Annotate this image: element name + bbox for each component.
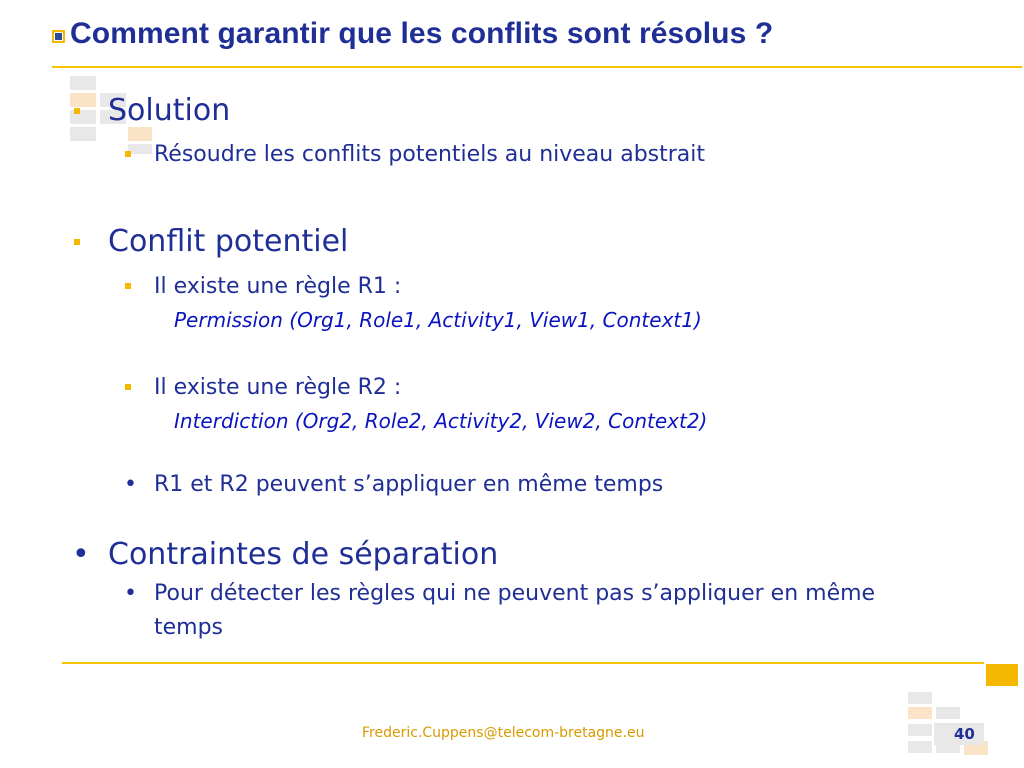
square-bullet-icon [74,239,80,245]
decor-square [70,93,96,107]
footer-email: Frederic.Cuppens@telecom-bretagne.eu [362,725,645,741]
bullet-contraintes-detail-line2: temps [154,615,224,640]
decor-square [908,741,932,753]
dot-bullet-icon: • [124,581,137,606]
dot-bullet-icon: • [124,472,137,497]
bullet-contraintes: Contraintes de séparation [108,537,499,572]
decor-square [908,724,932,736]
bullet-solution: Solution [108,93,231,128]
bullet-rule1: Il existe une règle R1 : [154,274,402,299]
square-bullet-icon [125,283,131,289]
decor-square [70,127,96,141]
title-divider [52,66,1022,68]
footer-divider [62,662,984,664]
square-bullet-icon [125,384,131,390]
dot-bullet-icon: • [72,537,90,572]
rule2-interdiction: Interdiction (Org2, Role2, Activity2, View2, Context2) [174,409,708,433]
rule1-permission: Permission (Org1, Role1, Activity1, View1, Context1) [174,308,702,332]
slide-title: Comment garantir que les conflits sont résolus ? [70,17,774,50]
decor-square [70,76,96,90]
bullet-solution-detail: Résoudre les conflits potentiels au niveau abstrait [154,142,706,167]
page-number: 40 [954,725,975,743]
decor-square [128,127,152,141]
bullet-conflit: Conflit potentiel [108,224,349,259]
decor-square [908,707,932,719]
bullet-contraintes-detail-line1: Pour détecter les règles qui ne peuvent pas s’appliquer en même [154,581,876,606]
title-bullet-icon [52,30,65,43]
square-bullet-icon [125,151,131,157]
bullet-rule2: Il existe une règle R2 : [154,375,402,400]
decor-square [986,664,1018,686]
bullet-both-apply: R1 et R2 peuvent s’appliquer en même temps [154,472,664,497]
decor-square [128,144,152,154]
decor-square [936,707,960,719]
decor-square [908,692,932,704]
square-bullet-icon [74,108,80,114]
